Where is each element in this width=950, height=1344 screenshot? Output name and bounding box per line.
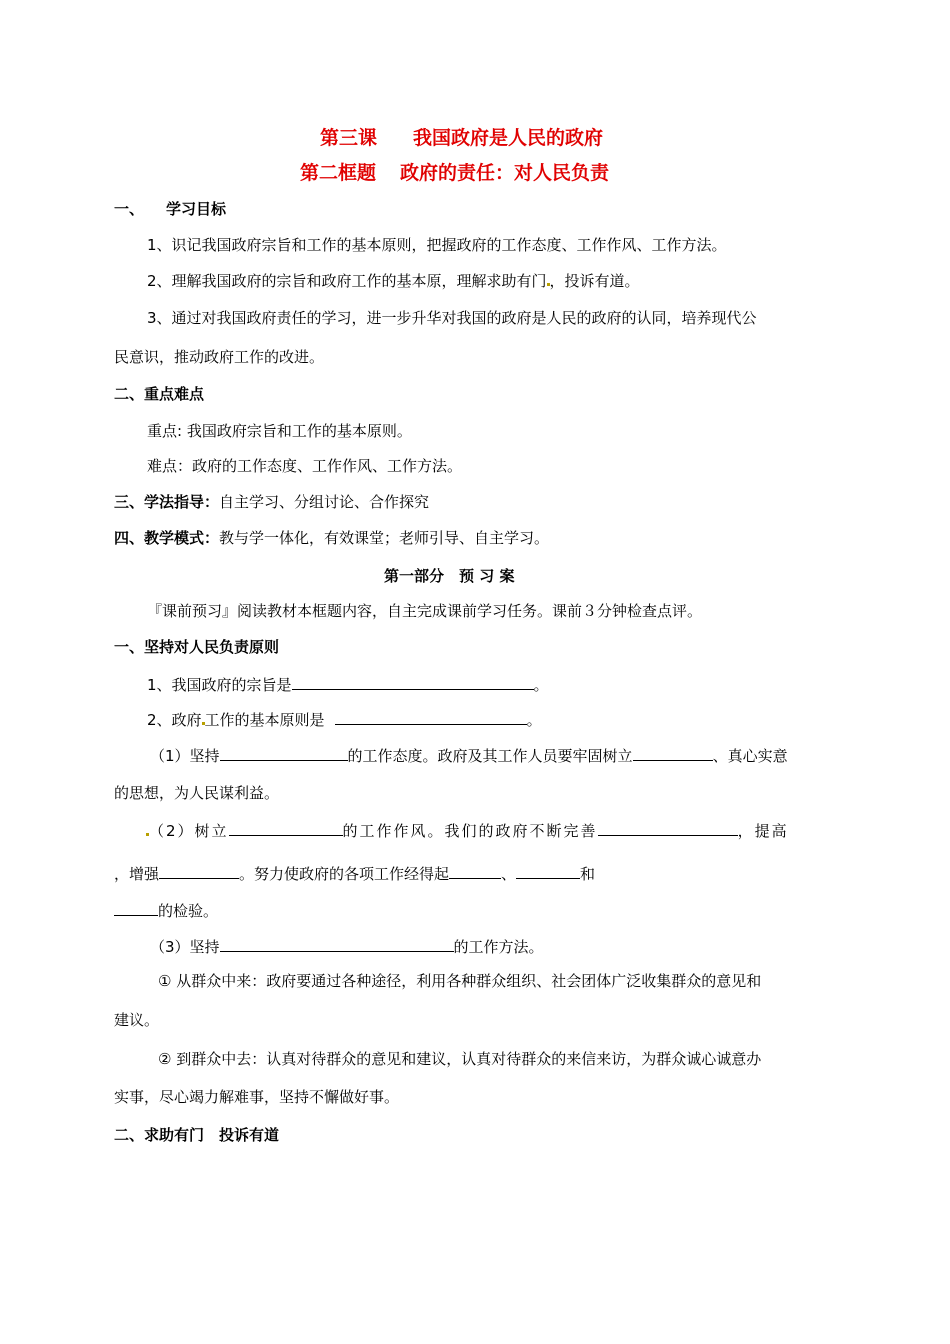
goal-item-2: 2、理解我国政府的宗旨和政府工作的基本原，理解求助有门 ，投诉有道。 xyxy=(147,272,640,290)
preview-intro: 『课前预习』阅读教材本框题内容，自主完成课前学习任务。课前３分钟检查点评。 xyxy=(147,602,703,620)
question-2-2: （2）树立 的工作作风。我们的政府不断完善 ，提高 xyxy=(146,819,789,841)
heading-key-points: 二、重点难点 xyxy=(114,385,205,403)
question-1: 1、我国政府的宗旨是 。 xyxy=(147,673,549,695)
heading-responsibility: 一、坚持对人民负责原则 xyxy=(114,638,280,656)
question-2: 2、政府 工作的基本原则是 。 xyxy=(147,708,542,730)
answer-blank[interactable] xyxy=(633,744,713,761)
goal-item-3: 3、通过对我国政府责任的学习，进一步升华对我国的政府是人民的政府的认同，培养现代公 xyxy=(147,309,757,327)
lesson-name: 我国政府是人民的政府 xyxy=(413,127,604,149)
method-to-masses: ② 到群众中去：认真对待群众的意见和建议，认真对待群众的来信来访，为群众诚心诚意办 xyxy=(158,1050,762,1068)
study-method: 三、学法指导：自主学习、分组讨论、合作探究 xyxy=(114,493,430,511)
lesson-title xyxy=(320,126,603,150)
answer-blank[interactable] xyxy=(449,862,501,879)
answer-blank[interactable] xyxy=(220,935,454,952)
answer-blank[interactable] xyxy=(159,862,239,879)
question-2-1: （1）坚持 的工作态度。政府及其工作人员要牢固树立 、真心实意 xyxy=(150,744,788,766)
method-from-masses-cont: 建议。 xyxy=(114,1011,160,1029)
answer-blank[interactable] xyxy=(114,899,158,916)
answer-blank[interactable] xyxy=(516,862,580,879)
heading-learning-goals: 一、 学习目标 xyxy=(114,200,227,218)
section-title xyxy=(300,161,609,185)
answer-blank[interactable] xyxy=(229,819,343,836)
teaching-mode: 四、教学模式：教与学一体化，有效课堂；老师引导、自主学习。 xyxy=(114,529,550,547)
section-name: 政府的责任：对人民负责 xyxy=(400,162,610,184)
method-to-masses-cont: 实事，尽心竭力解难事，坚持不懈做好事。 xyxy=(114,1088,400,1106)
answer-blank[interactable] xyxy=(220,744,348,761)
key-point: 重点: 我国政府宗旨和工作的基本原则。 xyxy=(147,422,412,440)
method-from-masses: ① 从群众中来：政府要通过各种途径，利用各种群众组织、社会团体广泛收集群众的意见和 xyxy=(158,972,762,990)
goal-item-1: 1、识记我国政府宗旨和工作的基本原则，把握政府的工作态度、工作作风、工作方法。 xyxy=(147,236,727,254)
question-2-3: （3）坚持 的工作方法。 xyxy=(150,935,544,957)
question-2-2-cont: ，增强 。努力使政府的各项工作经得起 、 和 xyxy=(114,862,595,884)
question-2-2-end: 的检验。 xyxy=(114,899,218,921)
answer-blank[interactable] xyxy=(292,673,534,690)
question-2-1-cont: 的思想，为人民谋利益。 xyxy=(114,784,280,802)
answer-blank[interactable] xyxy=(598,819,738,836)
heading-help-complaint: 二、求助有门 投诉有道 xyxy=(114,1126,280,1144)
section-number: 第二框题 xyxy=(300,162,377,184)
lesson-number: 第三课 xyxy=(320,127,378,149)
part1-title: 第一部分 预 习 案 xyxy=(384,567,515,585)
difficult-point: 难点：政府的工作态度、工作作风、工作方法。 xyxy=(147,457,463,475)
answer-blank[interactable] xyxy=(335,708,527,725)
goal-item-3-cont: 民意识，推动政府工作的改进。 xyxy=(114,348,325,366)
